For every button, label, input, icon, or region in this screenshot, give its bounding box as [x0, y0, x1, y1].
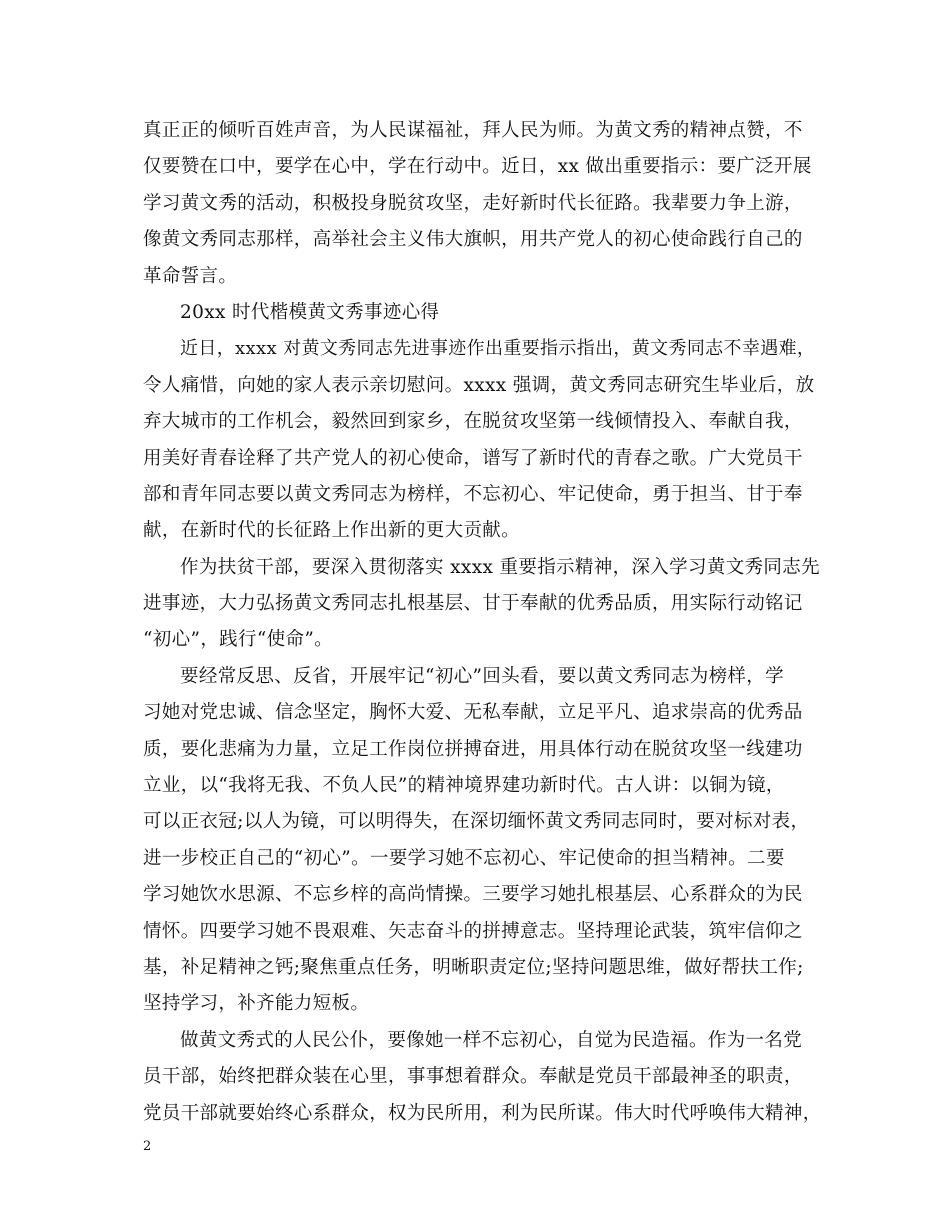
- text-line: 习她对党忠诚、信念坚定，胸怀大爱、无私奉献，立足平凡、追求崇高的优秀品: [143, 702, 803, 724]
- text-line: 献，在新时代的长征路上作出新的更大贡献。: [143, 520, 521, 542]
- text-line: 质，要化悲痛为力量，立足工作岗位拼搏奋进，用具体行动在脱贫攻坚一线建功: [143, 738, 803, 760]
- paragraph-first-line: 作为扶贫干部，要深入贯彻落实 xxxx 重要指示精神，深入学习黄文秀同志先: [180, 556, 820, 578]
- text-line: 令人痛惜，向她的家人表示亲切慰问。xxxx 强调，黄文秀同志研究生毕业后，放: [143, 374, 815, 396]
- text-line: 仅要赞在口中，要学在心中，学在行动中。近日，xx 做出重要指示：要广泛开展: [143, 156, 812, 178]
- text-line: 进一步校正自己的“初心”。一要学习她不忘初心、牢记使命的担当精神。二要: [143, 847, 785, 869]
- paragraph-first-line: 近日，xxxx 对黄文秀同志先进事迹作出重要指示指出，黄文秀同志不幸遇难，: [180, 338, 816, 360]
- page-number: 2: [143, 1139, 152, 1154]
- text-line: 情怀。四要学习她不畏艰难、矢志奋斗的拼搏意志。坚持理论武装，筑牢信仰之: [143, 920, 803, 942]
- text-line: 弃大城市的工作机会，毅然回到家乡，在脱贫攻坚第一线倾情投入、奉献自我，: [143, 411, 803, 433]
- text-line: 基，补足精神之钙;聚焦重点任务，明晰职责定位;坚持问题思维，做好帮扶工作;: [143, 956, 804, 978]
- text-line: 真正正的倾听百姓声音，为人民谋福祉，拜人民为师。为黄文秀的精神点赞，不: [143, 120, 803, 141]
- document-body: [143, 113, 823, 1132]
- text-line: 像黄文秀同志那样，高举社会主义伟大旗帜，用共产党人的初心使命践行自己的: [143, 229, 803, 251]
- paragraph-first-line: 要经常反思、反省，开展牢记“初心”回头看，要以黄文秀同志为榜样，学: [180, 665, 784, 687]
- text-line: 部和青年同志要以黄文秀同志为榜样，不忘初心、牢记使命，勇于担当、甘于奉: [143, 483, 803, 505]
- text-line: 党员干部就要始终心系群众，权为民所用，利为民所谋。伟大时代呼唤伟大精神，: [143, 1102, 822, 1124]
- text-line: “初心”，践行“使命”。: [143, 629, 334, 651]
- text-line: 革命誓言。: [143, 265, 238, 287]
- text-line: 用美好青春诠释了共产党人的初心使命，谱写了新时代的青春之歌。广大党员干: [143, 447, 803, 469]
- text-line: 员干部，始终把群众装在心里，事事想着群众。奉献是党员干部最神圣的职责，: [143, 1066, 803, 1088]
- text-line: 坚持学习，补齐能力短板。: [143, 993, 370, 1015]
- paragraph-first-line: 做黄文秀式的人民公仆，要像她一样不忘初心，自觉为民造福。作为一名党: [180, 1029, 803, 1051]
- text-line: 学习她饮水思源、不忘乡梓的高尚情操。三要学习她扎根基层、心系群众的为民: [143, 884, 803, 906]
- text-line: 立业，以“我将无我、不负人民”的精神境界建功新时代。古人讲：以铜为镜，: [143, 775, 785, 797]
- text-line: 可以正衣冠;以人为镜，可以明得失，在深切缅怀黄文秀同志同时，要对标对表，: [143, 811, 810, 833]
- text-line: 进事迹，大力弘扬黄文秀同志扎根基层、甘于奉献的优秀品质，用实际行动铭记: [143, 593, 803, 615]
- paragraph-first-line: 20xx 时代楷模黄文秀事迹心得: [180, 301, 440, 323]
- text-line: 学习黄文秀的活动，积极投身脱贫攻坚，走好新时代长征路。我辈要力争上游，: [143, 192, 803, 214]
